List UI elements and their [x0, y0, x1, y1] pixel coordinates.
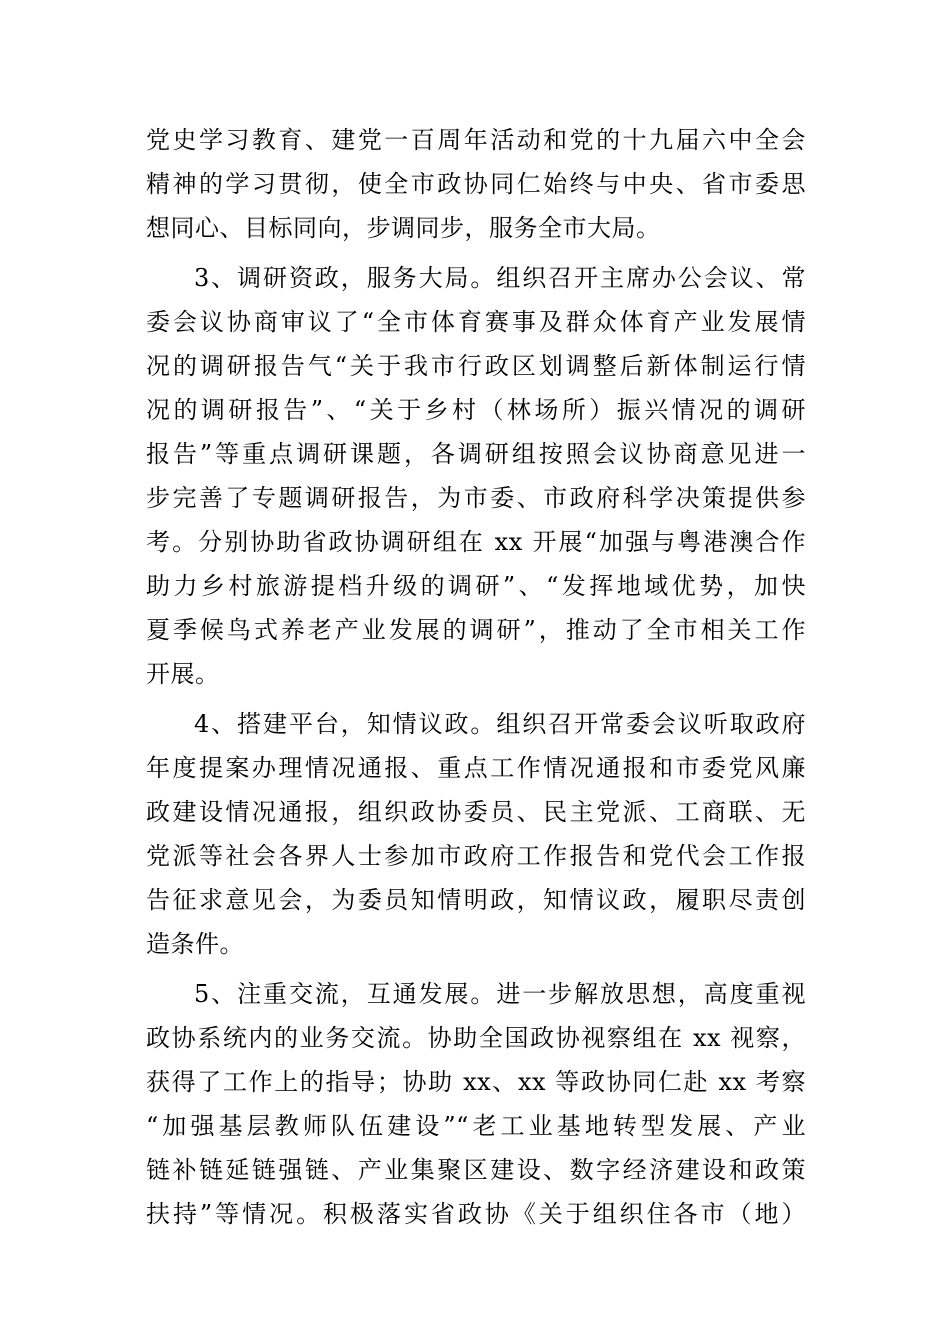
text-line: 步完善了专题调研报告，为市委、市政府科学决策提供参 [146, 484, 806, 512]
paragraph-4 [146, 972, 806, 1236]
text-line: 扶持”等情况。积极落实省政协《关于组织住各市（地） [146, 1200, 806, 1228]
text-line: 链补链延链强链、产业集聚区建设、数字经济建设和政策 [146, 1156, 806, 1184]
text-line: 获得了工作上的指导；协助 xx、xx 等政协同仁赴 xx 考察 [146, 1068, 806, 1096]
text-line: 年度提案办理情况通报、重点工作情况通报和市委党风廉 [146, 754, 806, 782]
text-line: 政协系统内的业务交流。协助全国政协视察组在 xx 视察， [146, 1024, 806, 1052]
text-line: 助力乡村旅游提档升级的调研”、“发挥地域优势，加快 [146, 572, 806, 600]
text-line: 开展。 [146, 660, 220, 688]
paragraph-1 [146, 118, 806, 250]
text-line: 党派等社会各界人士参加市政府工作报告和党代会工作报 [146, 842, 806, 870]
text-line: “加强基层教师队伍建设”“老工业基地转型发展、产业 [146, 1112, 806, 1140]
text-line: 夏季候鸟式养老产业发展的调研”，推动了全市相关工作 [146, 616, 806, 644]
text-line: 告征求意见会，为委员知情明政，知情议政，履职尽责创 [146, 886, 806, 914]
text-line: 想同心、目标同向，步调同步，服务全市大局。 [146, 214, 661, 242]
text-line: 委会议协商审议了“全市体育赛事及群众体育产业发展情 [146, 308, 806, 336]
text-line: 4、搭建平台，知情议政。组织召开常委会议听取政府 [194, 710, 806, 738]
text-line: 3、调研资政，服务大局。组织召开主席办公会议、常 [194, 264, 806, 292]
text-line: 况的调研报告”、“关于乡村（林场所）振兴情况的调研 [146, 396, 806, 424]
document-body [146, 118, 806, 1236]
text-line: 党史学习教育、建党一百周年活动和党的十九届六中全会 [146, 126, 806, 154]
text-line: 5、注重交流，互通发展。进一步解放思想，高度重视 [194, 980, 806, 1008]
text-line: 报告”等重点调研课题，各调研组按照会议协商意见进一 [146, 440, 806, 468]
text-line: 考。分别协助省政协调研组在 xx 开展“加强与粤港澳合作 [146, 528, 806, 556]
text-line: 精神的学习贯彻，使全市政协同仁始终与中央、省市委思 [146, 170, 806, 198]
paragraph-2 [146, 256, 806, 696]
text-line: 政建设情况通报，组织政协委员、民主党派、工商联、无 [146, 798, 806, 826]
text-line: 造条件。 [146, 930, 244, 958]
text-line: 况的调研报告气“关于我市行政区划调整后新体制运行情 [146, 352, 806, 380]
paragraph-3 [146, 702, 806, 966]
